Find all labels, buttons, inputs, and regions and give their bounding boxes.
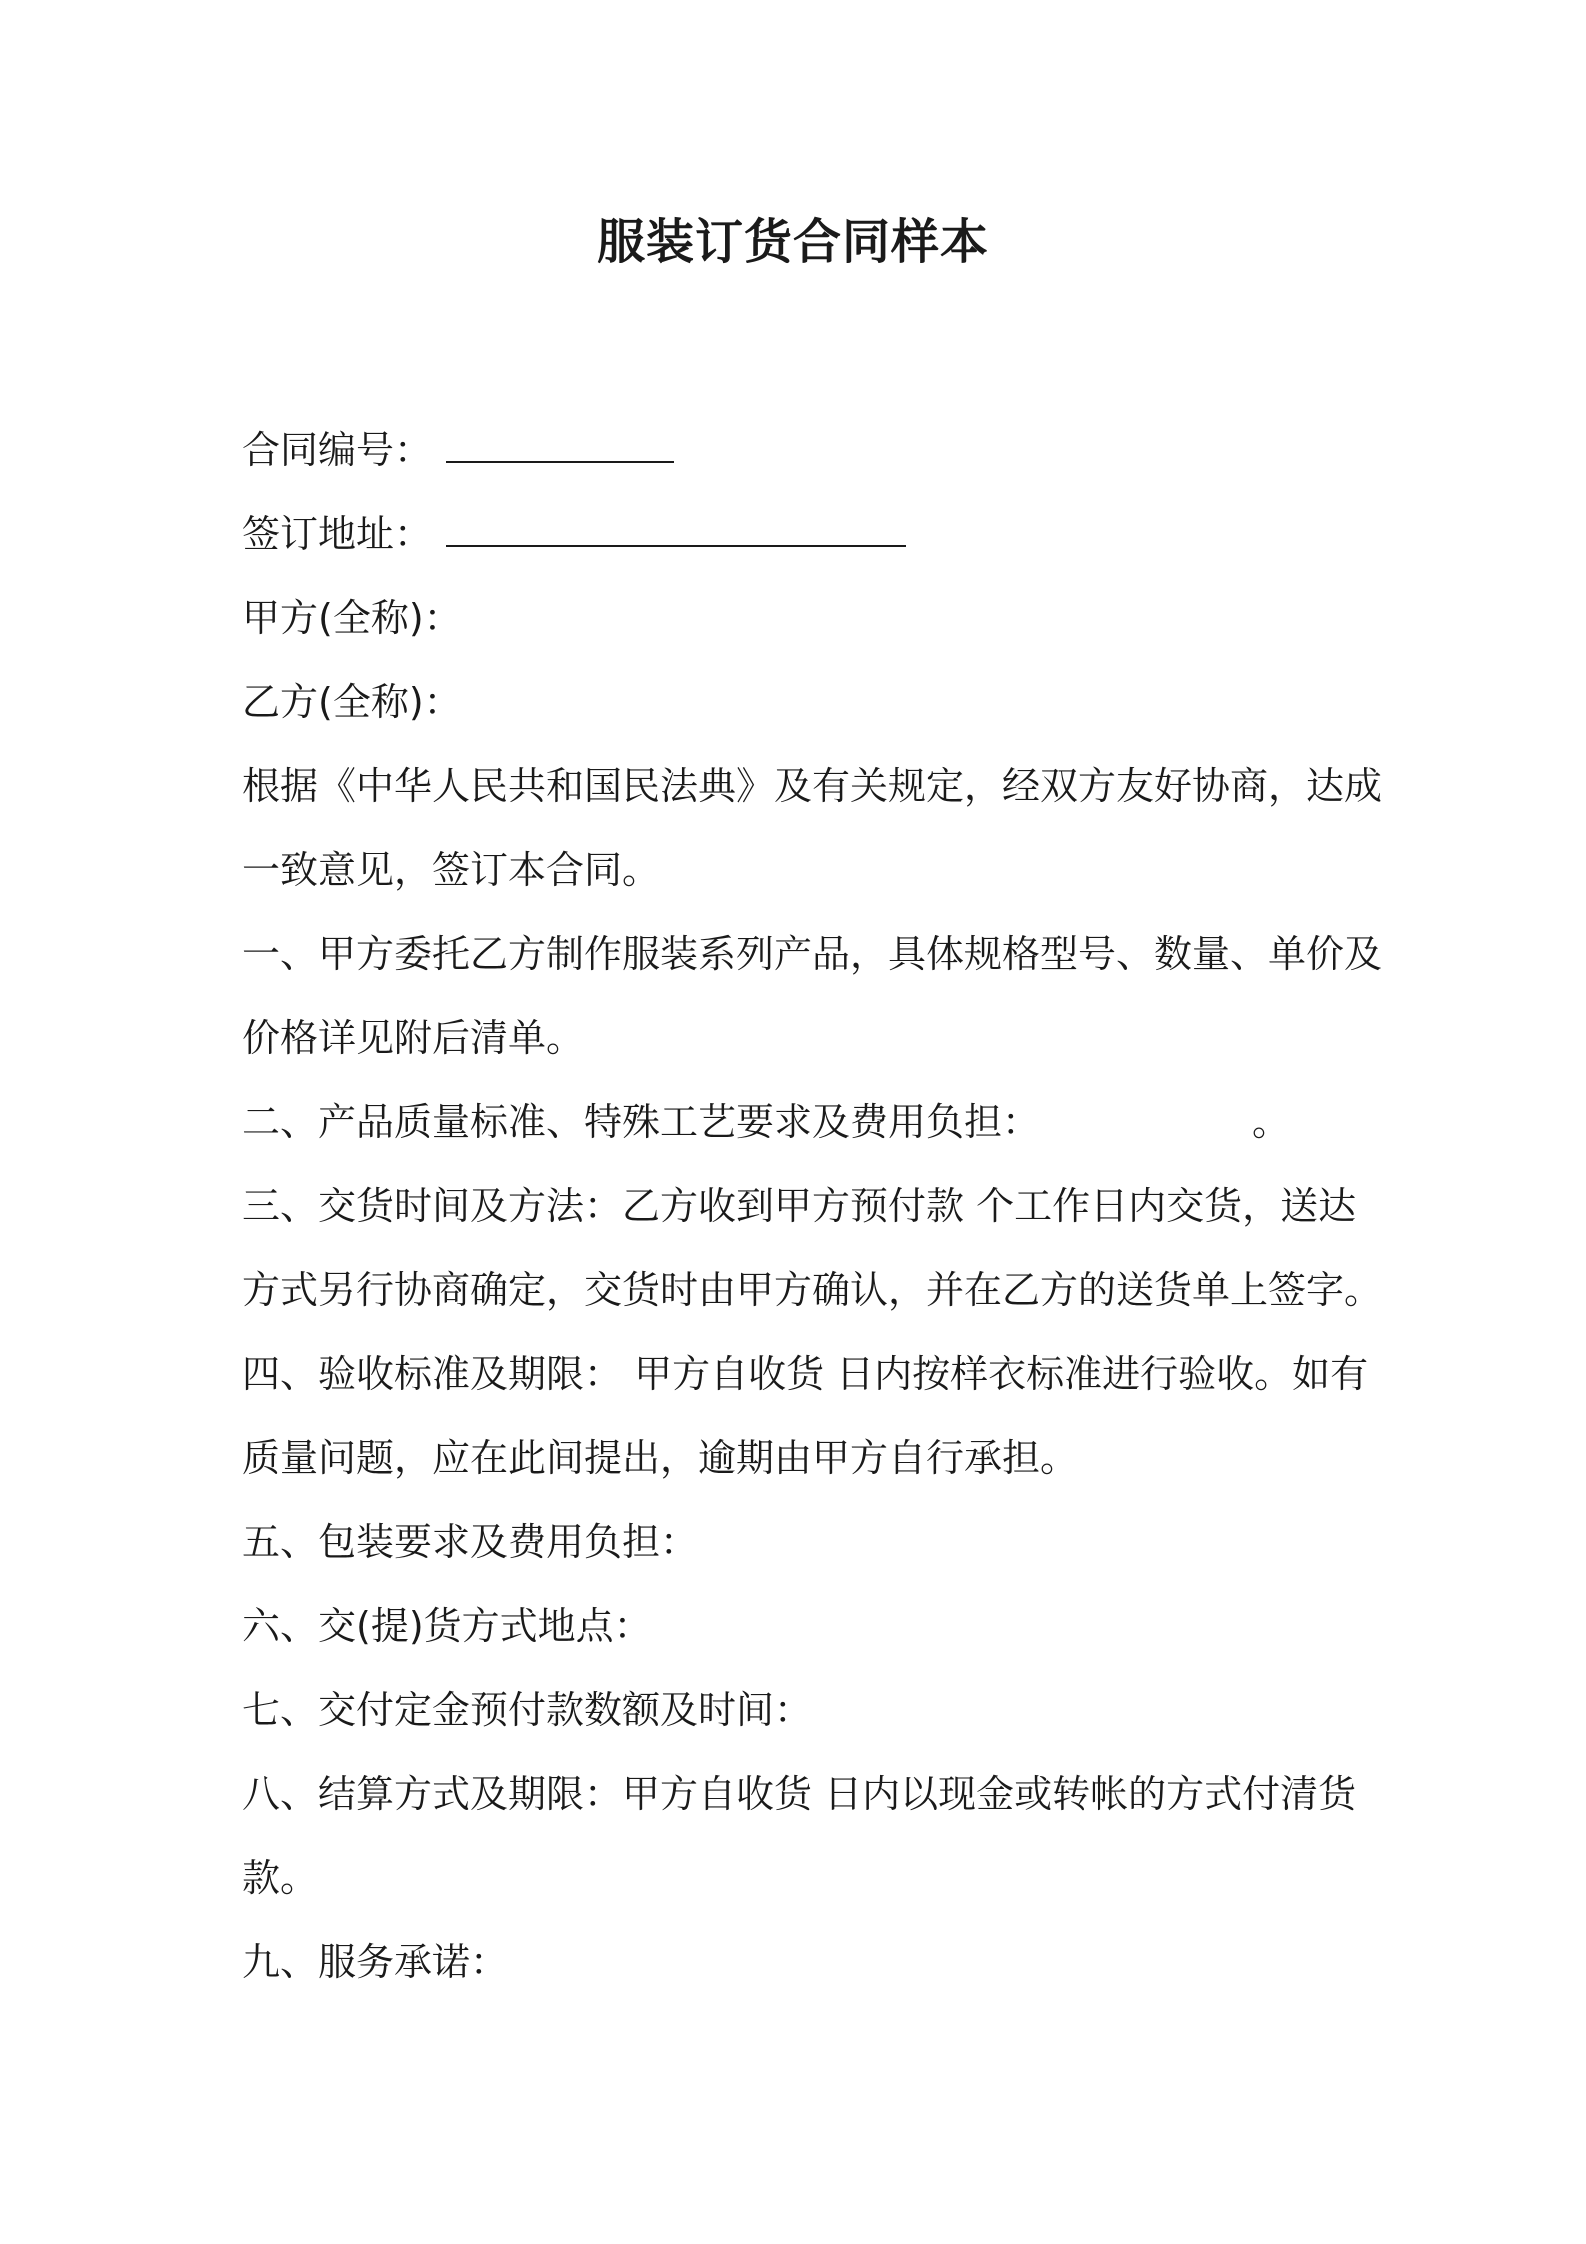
clause-8-line-1: 八、结算方式及期限：甲方自收货 日内以现金或转帐的方式付清货 [242,1772,1357,1816]
clause-1-line-2: 价格详见附后清单。 [242,1016,585,1060]
sign-address-label: 签订地址： [242,512,433,556]
document-title: 服装订货合同样本 [596,214,989,270]
sign-address-line [242,492,1352,576]
clause-7-line: 七、交付定金预付款数额及时间： [242,1688,813,1732]
clause-8-line-2: 款。 [242,1856,319,1900]
sign-address-blank [446,505,906,547]
party-b-line: 乙方(全称)： [242,680,462,724]
document-body [242,408,1383,2004]
clause-9-line: 九、服务承诺： [242,1940,509,1984]
clause-5-line: 五、包装要求及费用负担： [242,1520,699,1564]
clause-6-line: 六、交(提)货方式地点： [242,1604,652,1648]
clause-3-line-2: 方式另行协商确定，交货时由甲方确认，并在乙方的送货单上签字。 [242,1268,1383,1312]
contract-number-line [242,408,1352,492]
preamble-line-2: 一致意见，签订本合同。 [242,848,661,892]
clause-1-line-1: 一、甲方委托乙方制作服装系列产品，具体规格型号、数量、单价及 [242,932,1383,976]
clause-3-line-1: 三、交货时间及方法：乙方收到甲方预付款 个工作日内交货，送达 [242,1184,1357,1228]
clause-2-text: 二、产品质量标准、特殊工艺要求及费用负担： [242,1100,1041,1144]
contract-number-label: 合同编号： [242,428,433,472]
party-a-line: 甲方(全称)： [242,596,462,640]
contract-number-blank [446,421,674,463]
clause-4-line-2: 质量问题，应在此间提出，逾期由甲方自行承担。 [242,1436,1079,1480]
preamble-line-1: 根据《中华人民共和国民法典》及有关规定，经双方友好协商，达成 [242,764,1383,808]
clause-2-line [242,1080,1352,1164]
clause-2-end-mark: 。 [1252,1100,1291,1144]
clause-4-line-1: 四、验收标准及期限： 甲方自收货 日内按样衣标准进行验收。如有 [242,1352,1369,1396]
